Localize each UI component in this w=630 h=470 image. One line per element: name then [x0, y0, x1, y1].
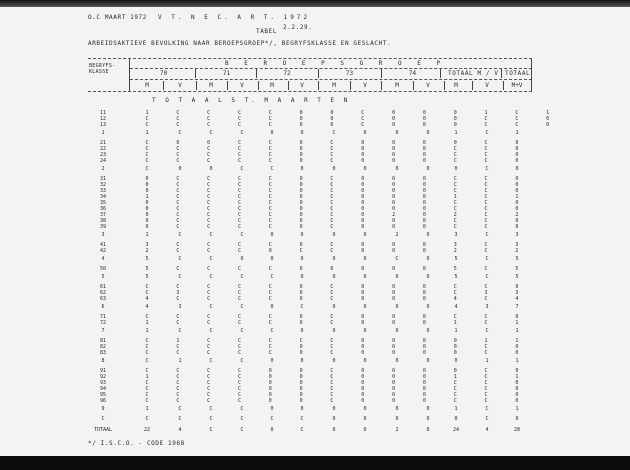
- subtotal-value: C: [485, 166, 489, 172]
- subtotal-value: C: [270, 274, 274, 280]
- detail-row: 1 C C C C 0 C 0 0 0 1 C 1: [145, 194, 519, 200]
- subtotal-value: 5: [515, 274, 519, 280]
- group-header-72: 72: [283, 70, 291, 77]
- subtotal-value: C: [209, 358, 213, 364]
- divider: [472, 81, 473, 90]
- detail-code: 63: [99, 296, 107, 302]
- subtotal-value: C: [485, 328, 489, 334]
- row-value: C: [209, 416, 213, 422]
- subtotal-value: 0: [363, 232, 367, 238]
- detail-code: 83: [99, 350, 107, 356]
- divider: [227, 81, 228, 90]
- subtotal-value: 0: [395, 328, 399, 334]
- subtotal-value: 0: [426, 358, 430, 364]
- detail-code: 13: [99, 122, 107, 128]
- subtotal-value: 0: [332, 328, 336, 334]
- detail-row: C C C C 0 0 C 0 0 0 C C 0: [145, 392, 519, 398]
- subtotal-value: 0: [332, 256, 336, 262]
- detail-row: C 0 0 C C 0 C 0 0 0 0 C 0: [145, 140, 519, 146]
- detail-row: C C C C C 0 C 0 0 0 C C 0: [145, 146, 519, 152]
- subcol-header: M: [145, 82, 149, 89]
- subtotal-value: 5: [145, 274, 149, 280]
- divider: [88, 58, 532, 59]
- subtotal-value: 0: [270, 304, 274, 310]
- subtotal-value: C: [209, 256, 213, 262]
- row-value: 0: [426, 416, 430, 422]
- row-value: 4: [485, 427, 489, 433]
- subtotal-value: 1: [145, 328, 149, 334]
- subcol-header: V: [426, 82, 430, 89]
- detail-code: 94: [99, 386, 107, 392]
- detail-code: 91: [99, 368, 107, 374]
- detail-row: 3 C C C C 0 C 0 0 0 3 C 3: [145, 242, 519, 248]
- subcol-header: V: [363, 82, 367, 89]
- detail-row: 1 C C C C 0 0 C 0 0 0 1 C 1: [145, 110, 550, 116]
- detail-code: 96: [99, 398, 107, 404]
- subtotal-value: 0: [209, 166, 213, 172]
- scan-bottom-edge: [0, 456, 630, 470]
- detail-code: 24: [99, 158, 107, 164]
- subtotal-value: C: [240, 406, 244, 412]
- divider: [440, 69, 441, 78]
- subtotal-value: 1: [454, 130, 458, 136]
- subtotal-value: C: [240, 304, 244, 310]
- detail-code: 32: [99, 182, 107, 188]
- subtotal-value: 0: [395, 358, 399, 364]
- subcol-header: M: [454, 82, 458, 89]
- subtotal-value: 0: [363, 166, 367, 172]
- divider: [350, 81, 351, 90]
- detail-code: 82: [99, 344, 107, 350]
- subtotal-value: 0: [363, 130, 367, 136]
- subtotal-value: 1: [454, 328, 458, 334]
- subtotal-value: C: [240, 130, 244, 136]
- divider: [381, 81, 382, 90]
- subcol-header: V: [178, 82, 182, 89]
- divider: [256, 69, 257, 78]
- subtotal-value: C: [178, 232, 182, 238]
- detail-row: C C C C C 0 C 0 0 0 C C 0: [145, 158, 519, 164]
- table-number: 2.2.29.: [283, 24, 313, 31]
- subtotal-value: C: [209, 274, 213, 280]
- table-label: TABEL: [256, 28, 278, 35]
- row-value: 22: [143, 427, 151, 433]
- divider: [318, 69, 319, 78]
- subtotal-value: C: [178, 130, 182, 136]
- subtotal-label: 3: [101, 232, 105, 238]
- detail-row: C C C C C 0 C 0 0 0 C C 0: [145, 152, 519, 158]
- subtotal-value: C: [178, 406, 182, 412]
- subtotal-value: 0: [332, 232, 336, 238]
- subtotal-value: 0: [454, 166, 458, 172]
- detail-code: 38: [99, 218, 107, 224]
- detail-row: C 1 C C C C C 0 0 0 0 1 1: [145, 338, 519, 344]
- subtotal-value: 1: [515, 358, 519, 364]
- section-title: T O T A A L S T. M A A R T E N: [152, 97, 351, 104]
- subtotal-value: 0: [332, 358, 336, 364]
- subtotal-value: 0: [270, 256, 274, 262]
- subtotal-value: C: [270, 328, 274, 334]
- detail-row: C C C C C 0 0 C 0 0 0 C C 0: [145, 122, 550, 128]
- subtotal-value: C: [240, 358, 244, 364]
- subtotal-value: 0: [332, 166, 336, 172]
- subtotal-value: 0: [300, 166, 304, 172]
- divider: [163, 81, 164, 90]
- subtotal-value: 0: [300, 256, 304, 262]
- row-value: 0: [515, 416, 519, 422]
- subtotal-value: C: [485, 130, 489, 136]
- row-value: C: [240, 427, 244, 433]
- subtotal-value: C: [332, 130, 336, 136]
- detail-row: C C C C C 0 C 0 0 0 0 C 0: [145, 350, 519, 356]
- subtotal-value: 3: [454, 232, 458, 238]
- row-value: 4: [178, 427, 182, 433]
- subtotal-value: 1: [454, 406, 458, 412]
- detail-row: 1 C C C C 0 C 0 0 0 1 C 1: [145, 320, 519, 326]
- subtotal-value: C: [178, 274, 182, 280]
- subtotal-label: 6: [101, 304, 105, 310]
- subtotal-value: 0: [426, 328, 430, 334]
- subtotal-value: 0: [363, 304, 367, 310]
- subtotal-value: 0: [426, 130, 430, 136]
- subtotal-value: 0: [363, 256, 367, 262]
- subtotal-value: C: [395, 256, 399, 262]
- subcol-header: M+V: [511, 82, 523, 89]
- detail-row: 0 C C C C 0 C 0 0 0 C C 0: [145, 188, 519, 194]
- detail-row: 0 C C C C 0 C 0 0 0 C C 0: [145, 224, 519, 230]
- detail-code: 36: [99, 206, 107, 212]
- subtotal-label: 9: [101, 406, 105, 412]
- detail-row: 0 C C C C 0 C 0 0 0 C C 0: [145, 218, 519, 224]
- subtotal-label: 4: [101, 256, 105, 262]
- subtotal-value: C: [209, 304, 213, 310]
- subtotal-value: 0: [426, 232, 430, 238]
- subcol-header: V: [240, 82, 244, 89]
- detail-code: 92: [99, 374, 107, 380]
- row-value: C: [178, 416, 182, 422]
- group-header-73: 73: [345, 70, 354, 77]
- subtotal-value: 0: [332, 304, 336, 310]
- detail-code: 11: [99, 110, 107, 116]
- divider: [503, 81, 504, 90]
- total-mv-header: TOTAAL M / V: [448, 70, 499, 77]
- detail-row: 0 C C C C 0 C 0 0 0 C C 0: [145, 200, 519, 206]
- detail-row: 0 C C C C 0 C 0 0 0 C C 0: [145, 206, 519, 212]
- detail-row: C 3 C C C 0 C 0 0 0 C 3 3: [145, 290, 519, 296]
- subtotal-value: C: [240, 166, 244, 172]
- row-value: 0: [426, 427, 430, 433]
- subtotal-value: 5: [515, 256, 519, 262]
- group-title: B E R O E P S G R O E P: [225, 60, 447, 67]
- subtotal-value: 3: [485, 304, 489, 310]
- row-value: C: [240, 416, 244, 422]
- detail-code: 50: [99, 266, 107, 272]
- detail-row: 4 C C C C 0 C 0 0 0 4 C 4: [145, 296, 519, 302]
- row-value: 28: [513, 427, 521, 433]
- detail-row: 2 C C C 0 C C 0 0 0 2 C 2: [145, 248, 519, 254]
- subtotal-value: 7: [515, 304, 519, 310]
- detail-code: 35: [99, 200, 107, 206]
- detail-row: C C C C 0 0 C 0 0 0 C C 0: [145, 386, 519, 392]
- subtotal-value: 0: [426, 166, 430, 172]
- detail-row: 5 C C C C 0 0 0 0 0 5 C 5: [145, 266, 519, 272]
- detail-code: 62: [99, 290, 107, 296]
- subtotal-value: 3: [515, 232, 519, 238]
- detail-code: 22: [99, 146, 107, 152]
- row-value: 24: [452, 427, 460, 433]
- subtotal-value: 0: [300, 130, 304, 136]
- divider: [444, 81, 445, 90]
- detail-code: 21: [99, 140, 107, 146]
- divider: [196, 81, 197, 90]
- detail-row: C C C C C 0 0 C 0 0 0 C C 0: [145, 116, 550, 122]
- row-value: C: [485, 416, 489, 422]
- subtotal-value: 1: [145, 130, 149, 136]
- subtotal-label: 5: [101, 274, 105, 280]
- subtotal-value: 0: [363, 406, 367, 412]
- subcol-header: M: [209, 82, 213, 89]
- detail-row: C C C C C 0 C 0 0 0 C C 0: [145, 284, 519, 290]
- detail-row: C C C C C 0 C 0 0 0 C C 0: [145, 314, 519, 320]
- subtotal-value: 0: [426, 274, 430, 280]
- detail-code: 81: [99, 338, 107, 344]
- scan-top-edge: [0, 0, 630, 7]
- divider: [413, 81, 414, 90]
- subtotal-value: C: [209, 328, 213, 334]
- subtotal-value: C: [240, 232, 244, 238]
- detail-code: 41: [99, 242, 107, 248]
- detail-row: 0 C C C C 0 C 0 2 0 2 C 2: [145, 212, 519, 218]
- subtotal-value: C: [300, 304, 304, 310]
- row-value: 0: [332, 416, 336, 422]
- subtotal-value: 0: [270, 232, 274, 238]
- row-value: 2: [395, 427, 399, 433]
- subtotal-value: C: [145, 358, 149, 364]
- subtotal-value: 1: [145, 232, 149, 238]
- subtotal-value: 0: [270, 358, 274, 364]
- detail-code: 93: [99, 380, 107, 386]
- subtotal-label: 1: [101, 130, 105, 136]
- detail-code: 72: [99, 320, 107, 326]
- subtotal-value: 0: [363, 274, 367, 280]
- subtotal-value: 1: [515, 406, 519, 412]
- subtotal-value: 0: [395, 274, 399, 280]
- subtotal-value: 0: [395, 304, 399, 310]
- group-header-74: 74: [408, 70, 417, 77]
- subtotal-value: 1: [178, 358, 182, 364]
- divider: [501, 69, 502, 78]
- total-header: TOTAAL: [505, 70, 531, 77]
- group-header-70: 70: [159, 70, 168, 77]
- subtotal-value: C: [240, 274, 244, 280]
- row-label: TOTAAL: [93, 427, 113, 433]
- subtotal-value: 0: [240, 256, 244, 262]
- subtotal-value: C: [209, 232, 213, 238]
- subtotal-value: 1: [515, 328, 519, 334]
- divider: [318, 81, 319, 90]
- subtotal-value: 0: [395, 166, 399, 172]
- subtotal-value: C: [485, 232, 489, 238]
- subtotal-value: 0: [426, 256, 430, 262]
- subtotal-label: 2: [101, 166, 105, 172]
- subtotal-value: 5: [145, 256, 149, 262]
- detail-code: 12: [99, 116, 107, 122]
- subtotal-value: 0: [363, 328, 367, 334]
- divider: [288, 81, 289, 90]
- detail-row: 0 C C C C 0 C 0 0 0 C C 0: [145, 182, 519, 188]
- subtotal-value: C: [209, 406, 213, 412]
- detail-code: 34: [99, 194, 107, 200]
- subtotal-value: C: [178, 256, 182, 262]
- subtotal-value: C: [240, 328, 244, 334]
- subtotal-value: 3: [178, 304, 182, 310]
- row-header-label: BEGRYFS- KLASSE: [89, 63, 116, 75]
- subtotal-value: 4: [145, 304, 149, 310]
- subcol-header: M: [332, 82, 336, 89]
- detail-row: 1 C C C 0 0 C 0 0 0 1 C 1: [145, 374, 519, 380]
- subcol-header: V: [485, 82, 489, 89]
- row-label: C: [101, 416, 105, 422]
- detail-code: 95: [99, 392, 107, 398]
- detail-code: 42: [99, 248, 107, 254]
- subtotal-value: 0: [178, 166, 182, 172]
- subtotal-value: 0: [332, 274, 336, 280]
- row-value: 0: [454, 416, 458, 422]
- row-value: 0: [270, 427, 274, 433]
- subtotal-value: 2: [395, 232, 399, 238]
- row-value: C: [300, 416, 304, 422]
- divider: [130, 68, 532, 69]
- detail-row: C C C C 0 0 C 0 0 0 0 C 0: [145, 368, 519, 374]
- subtotal-value: 0: [300, 406, 304, 412]
- detail-code: 31: [99, 176, 107, 182]
- subtotal-value: 0: [300, 232, 304, 238]
- detail-code: 71: [99, 314, 107, 320]
- subtotal-value: 1: [485, 358, 489, 364]
- subtotal-value: 0: [363, 358, 367, 364]
- subtotal-value: C: [145, 166, 149, 172]
- subtotal-value: 0: [270, 130, 274, 136]
- group-header-71: 71: [222, 70, 231, 77]
- subtotal-value: C: [209, 130, 213, 136]
- subtotal-value: 4: [454, 304, 458, 310]
- detail-code: 37: [99, 212, 107, 218]
- row-value: 0: [363, 416, 367, 422]
- subtotal-value: C: [485, 274, 489, 280]
- detail-row: C C C C 0 0 C 0 0 0 C C 0: [145, 398, 519, 404]
- divider: [381, 69, 382, 78]
- subtotal-value: 0: [395, 406, 399, 412]
- subtotal-value: 0: [454, 358, 458, 364]
- row-value: 0: [363, 427, 367, 433]
- divider: [130, 79, 532, 80]
- divider: [195, 69, 196, 78]
- subcol-header: M: [270, 82, 274, 89]
- subtotal-value: 0: [270, 406, 274, 412]
- detail-row: 0 C C C C 0 C 0 0 0 C C 0: [145, 176, 519, 182]
- row-value: 0: [332, 427, 336, 433]
- detail-row: C C C C 0 0 C 0 0 0 C C 0: [145, 380, 519, 386]
- report-agency: V T. N E C. A R T. 1972: [158, 14, 311, 21]
- subtotal-value: 1: [145, 406, 149, 412]
- subtotal-value: C: [485, 406, 489, 412]
- subtotal-label: 7: [101, 328, 105, 334]
- table-title: ARBEIDSAKTIEVE BEVOLKING NAAR BEROEPSGROEP*/, BEGRYFSKLASSE EN GESLACHT.: [88, 40, 392, 47]
- subtotal-value: 0: [332, 406, 336, 412]
- detail-code: 33: [99, 188, 107, 194]
- row-value: C: [270, 416, 274, 422]
- subtotal-value: 1: [515, 130, 519, 136]
- divider: [258, 81, 259, 90]
- row-value: 0: [395, 416, 399, 422]
- subtotal-value: 0: [300, 358, 304, 364]
- subcol-header: V: [300, 82, 304, 89]
- subtotal-value: C: [485, 256, 489, 262]
- subtotal-value: 5: [454, 256, 458, 262]
- report-date: O.C MAART 1972: [88, 14, 147, 21]
- divider: [88, 91, 532, 92]
- divider: [531, 59, 532, 91]
- detail-code: 23: [99, 152, 107, 158]
- subtotal-value: 5: [454, 274, 458, 280]
- subtotal-value: 0: [515, 166, 519, 172]
- row-value: C: [145, 416, 149, 422]
- detail-code: 61: [99, 284, 107, 290]
- row-value: C: [300, 427, 304, 433]
- detail-row: C C C C C 0 C 0 0 0 0 C 0: [145, 344, 519, 350]
- subtotal-value: 0: [426, 304, 430, 310]
- subtotal-value: 0: [300, 328, 304, 334]
- subcol-header: M: [395, 82, 399, 89]
- subtotal-value: 0: [300, 274, 304, 280]
- divider: [129, 59, 130, 91]
- row-value: C: [209, 427, 213, 433]
- footnote: */ I.S.C.O. - CODE 1968: [88, 440, 185, 447]
- subtotal-value: C: [178, 328, 182, 334]
- subtotal-value: 0: [395, 130, 399, 136]
- detail-code: 39: [99, 224, 107, 230]
- subtotal-value: C: [270, 166, 274, 172]
- subtotal-label: 8: [101, 358, 105, 364]
- subtotal-value: 0: [426, 406, 430, 412]
